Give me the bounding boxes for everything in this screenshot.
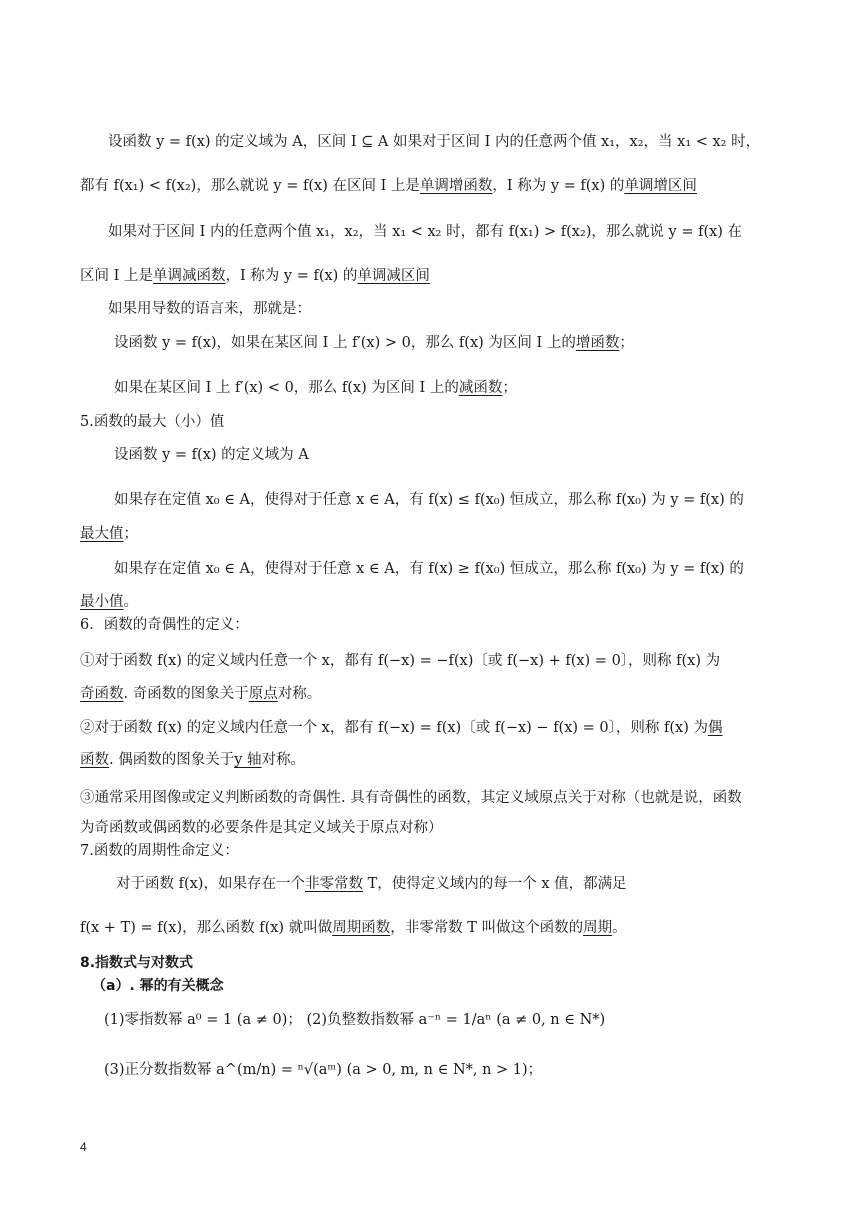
text: 7.函数的周期性命定义： — [80, 843, 239, 859]
term-increasing: 增函数 — [575, 335, 620, 351]
text: 设函数 y = f(x) 的定义域为 A，区间 I ⊆ A 如果对于区间 I 内的任意两个值 x₁，x₂，当 x₁ < x₂ 时， — [108, 134, 761, 150]
term-nonzero-constant: 非零常数 — [304, 876, 363, 892]
term-odd-function: 奇函数 — [80, 686, 124, 702]
text: 设函数 y = f(x) 的定义域为 A — [114, 447, 309, 463]
text: ； — [123, 526, 138, 542]
text: 如果存在定值 x₀ ∈ A，使得对于任意 x ∈ A，有 f(x) ≤ f(x₀) 恒成立，那么称 f(x₀) 为 y = f(x) 的 — [114, 492, 744, 508]
term-periodic-function: 周期函数 — [332, 920, 391, 936]
text-line — [108, 222, 742, 242]
text-line — [80, 266, 430, 286]
text-line — [108, 299, 311, 319]
text-line — [114, 378, 517, 398]
text: ②对于函数 f(x) 的定义域内任意一个 x，都有 f(−x) = f(x)〔或 f(−x) − f(x) = 0〕，则称 f(x) 为 — [80, 720, 708, 736]
page-number: 4 — [80, 1140, 87, 1154]
text: 。 — [612, 920, 627, 936]
text: 区间 I 上是 — [80, 268, 153, 284]
text: . 偶函数的图象关于 — [109, 752, 235, 768]
term-period: 周期 — [583, 920, 613, 936]
text: 如果在某区间 I 上 f′(x) < 0，那么 f(x) 为区间 I 上的 — [114, 380, 459, 396]
text: T，使得定义域内的每一个 x 值，都满足 — [362, 876, 627, 892]
term-increasing-function: 单调增函数 — [419, 178, 493, 194]
text: (3)正分数指数幂 a^(m/n) = ⁿ√(aᵐ) (a > 0, m, n ∈ N*, n > 1)； — [104, 1062, 543, 1078]
text-line — [80, 718, 722, 738]
text-line — [108, 132, 760, 152]
text: 8.指数式与对数式 — [80, 955, 194, 971]
formula-line — [104, 1060, 542, 1080]
text-line — [114, 445, 309, 465]
text: 都有 f(x₁) < f(x₂)，那么就说 y = f(x) 在区间 I 上是 — [80, 178, 420, 194]
text: ③通常采用图像或定义判断函数的奇偶性. 具有奇偶性的函数，其定义域原点关于对称（也就是说，函数 — [80, 790, 742, 806]
text: 如果存在定值 x₀ ∈ A，使得对于任意 x ∈ A，有 f(x) ≥ f(x₀) 恒成立，那么称 f(x₀) 为 y = f(x) 的 — [114, 561, 744, 577]
text: ； — [619, 335, 634, 351]
term-decreasing-interval: 单调减区间 — [357, 268, 430, 284]
text: ，非零常数 T 叫做这个函数的 — [390, 920, 584, 936]
text: . 奇函数的图象关于 — [123, 686, 249, 702]
term-y-axis: y 轴 — [234, 752, 262, 768]
text: ，I 称为 y = f(x) 的 — [225, 268, 358, 284]
term-decreasing-function: 单调减函数 — [152, 268, 226, 284]
text: 如果用导数的语言来，那就是： — [108, 301, 311, 317]
text: 5.函数的最大（小）值 — [80, 414, 225, 430]
text: 如果对于区间 I 内的任意两个值 x₁，x₂，当 x₁ < x₂ 时，都有 f(x₁) > f(x₂)，那么就说 y = f(x) 在 — [108, 224, 743, 240]
term-even: 偶 — [707, 720, 723, 736]
term-increasing-interval: 单调增区间 — [624, 178, 697, 194]
text-line — [80, 750, 305, 770]
text-line — [80, 918, 627, 938]
text: (1)零指数幂 a⁰ = 1 (a ≠ 0)； (2)负整数指数幂 a⁻ⁿ = 1/aⁿ (a ≠ 0, n ∈ N*) — [104, 1012, 606, 1028]
text-line — [80, 788, 742, 808]
subsection-heading — [92, 976, 224, 996]
text: f(x + T) = f(x)，那么函数 f(x) 就叫做 — [80, 920, 333, 936]
term-decreasing: 减函数 — [458, 380, 503, 396]
text: 6．函数的奇偶性的定义： — [80, 617, 249, 633]
text: ； — [502, 380, 517, 396]
text: 对称。 — [261, 752, 306, 768]
text: 为奇函数或偶函数的必要条件是其定义域关于原点对称） — [80, 820, 443, 836]
text: 设函数 y = f(x)，如果在某区间 I 上 f′(x) > 0，那么 f(x) 为区间 I 上的 — [114, 335, 576, 351]
text-line — [80, 592, 138, 612]
text-line — [80, 651, 720, 671]
section-heading — [80, 841, 239, 861]
text: 。 — [123, 594, 138, 610]
text-line — [114, 490, 744, 510]
text-line — [116, 874, 627, 894]
term-minimum: 最小值 — [80, 594, 124, 610]
section-heading — [80, 412, 224, 432]
formula-line — [104, 1010, 605, 1030]
text: ，I 称为 y = f(x) 的 — [492, 178, 625, 194]
text-line — [80, 524, 138, 544]
text-line — [114, 333, 634, 353]
text-line — [80, 818, 443, 838]
text-line — [80, 176, 697, 196]
text-line — [80, 684, 321, 704]
term-maximum: 最大值 — [80, 526, 124, 542]
section-heading — [80, 953, 193, 973]
text-line — [114, 559, 744, 579]
term-even-function: 函数 — [80, 752, 109, 768]
term-origin: 原点 — [248, 686, 278, 702]
text: 对于函数 f(x)，如果存在一个 — [116, 876, 305, 892]
text: （a）. 幂的有关概念 — [92, 978, 224, 994]
text: 对称。 — [277, 686, 322, 702]
section-heading — [80, 615, 249, 635]
text: ①对于函数 f(x) 的定义域内任意一个 x，都有 f(−x) = −f(x)〔或 f(−x) + f(x) = 0〕，则称 f(x) 为 — [80, 653, 721, 669]
